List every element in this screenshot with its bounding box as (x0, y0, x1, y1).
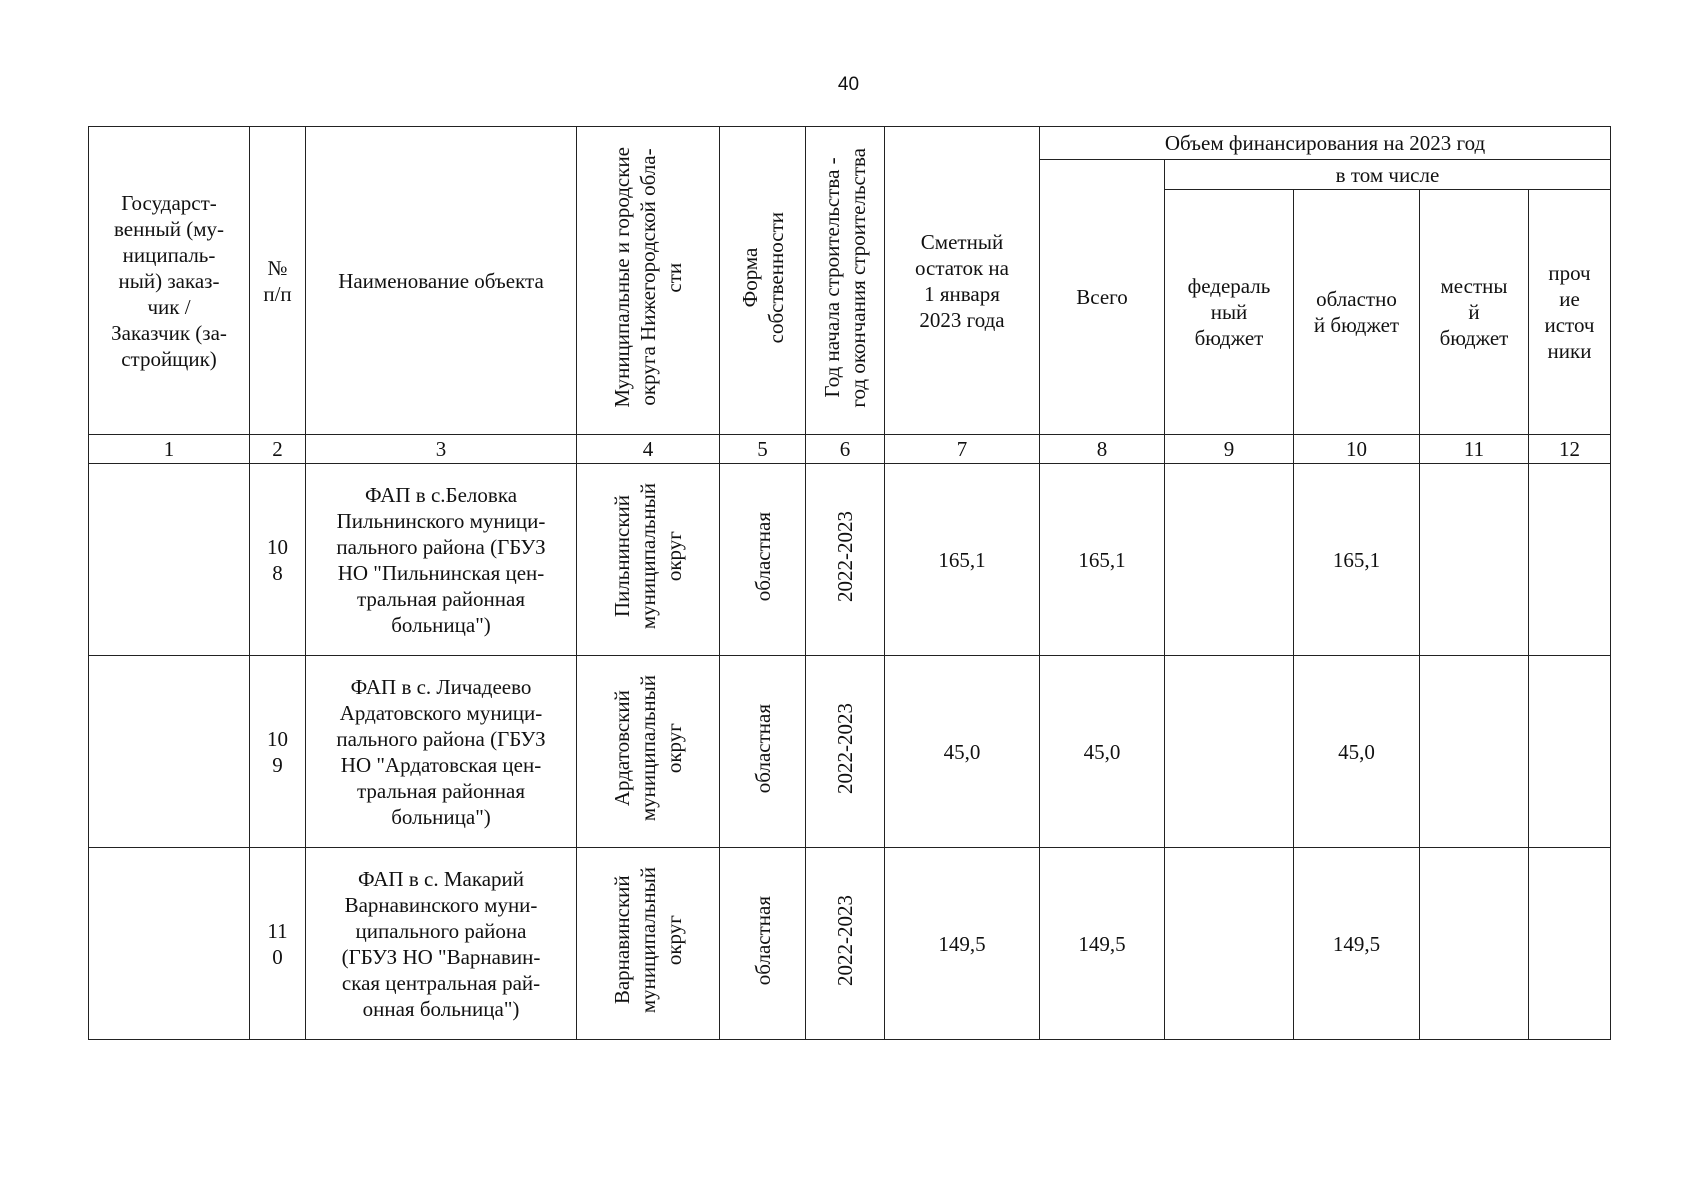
header-object-name-text: Наименование объекта (338, 268, 544, 293)
row-number-cell: 10 8 (250, 464, 306, 656)
column-number: 5 (720, 435, 806, 464)
page-number: 40 (837, 74, 860, 95)
years-cell (806, 848, 885, 1040)
header-row-number: № п/п (250, 127, 306, 435)
estimate-cell: 149,5 (885, 848, 1040, 1040)
financing-table (88, 126, 1611, 1040)
column-number: 1 (89, 435, 250, 464)
column-number: 3 (306, 435, 577, 464)
column-number-row (89, 435, 1611, 464)
column-number: 9 (1165, 435, 1294, 464)
district-text: Варнавинский муниципальный округ (610, 867, 686, 1014)
column-number: 12 (1529, 435, 1611, 464)
column-number: 6 (806, 435, 885, 464)
column-number: 4 (577, 435, 720, 464)
header-local: местны й бюджет (1420, 190, 1529, 435)
regional-cell: 149,5 (1294, 848, 1420, 1040)
ownership-cell (720, 464, 806, 656)
district-text: Пильнинский муниципальный округ (610, 483, 686, 630)
column-number: 11 (1420, 435, 1529, 464)
column-number: 2 (250, 435, 306, 464)
regional-cell: 45,0 (1294, 656, 1420, 848)
object-name-cell (306, 848, 577, 1040)
header-including: в том числе (1165, 160, 1611, 190)
header-federal: федераль ный бюджет (1165, 190, 1294, 435)
district-text: Ардатовский муниципальный округ (610, 675, 686, 822)
header-estimate: Сметный остаток на 1 января 2023 года (885, 127, 1040, 435)
total-cell: 165,1 (1040, 464, 1165, 656)
object-name-text: ФАП в с.Беловка Пильнинского муници- пального района (ГБУЗ НО "Пильнинская цен- тральная районная больница") (336, 482, 546, 637)
row-number-cell: 10 9 (250, 656, 306, 848)
header-ownership-text: Форма собственности (737, 211, 788, 344)
total-cell: 45,0 (1040, 656, 1165, 848)
years-text: 2022-2023 (833, 511, 857, 602)
header-other: проч ие источ ники (1529, 190, 1611, 435)
federal-cell (1165, 464, 1294, 656)
header-object-name (306, 127, 577, 435)
years-cell (806, 464, 885, 656)
ownership-cell (720, 656, 806, 848)
local-cell (1420, 464, 1529, 656)
customer-cell (89, 464, 250, 656)
header-years-text: Год начала строительства - год окончания строительства (820, 147, 870, 408)
estimate-cell: 165,1 (885, 464, 1040, 656)
other-cell (1529, 848, 1611, 1040)
header-years (806, 127, 885, 435)
object-name-text: ФАП в с. Макарий Варнавинского муни- ципального района (ГБУЗ НО "Варнавин- ская центральная рай- онная больница") (341, 866, 541, 1021)
district-cell (577, 848, 720, 1040)
ownership-text: областная (750, 895, 775, 986)
header-customer: Государст- венный (му- ниципаль- ный) заказ- чик / Заказчик (за- стройщик) (89, 127, 250, 435)
header-total: Всего (1040, 160, 1165, 435)
federal-cell (1165, 656, 1294, 848)
object-name-text: ФАП в с. Личадеево Ардатовского муници- пального района (ГБУЗ НО "Ардатовская цен- тральная районная больница") (336, 674, 546, 829)
district-cell (577, 656, 720, 848)
table-row (89, 464, 1611, 656)
estimate-cell: 45,0 (885, 656, 1040, 848)
local-cell (1420, 656, 1529, 848)
total-cell: 149,5 (1040, 848, 1165, 1040)
header-district-text: Муниципальные и городские округа Нижегородской обла- сти (610, 147, 686, 408)
table-row (89, 848, 1611, 1040)
table-row (89, 656, 1611, 848)
header-ownership (720, 127, 806, 435)
other-cell (1529, 656, 1611, 848)
column-number: 10 (1294, 435, 1420, 464)
header-regional: областно й бюджет (1294, 190, 1420, 435)
local-cell (1420, 848, 1529, 1040)
years-text: 2022-2023 (833, 703, 857, 794)
object-name-cell (306, 656, 577, 848)
column-number: 8 (1040, 435, 1165, 464)
years-text: 2022-2023 (833, 895, 857, 986)
years-cell (806, 656, 885, 848)
object-name-cell (306, 464, 577, 656)
other-cell (1529, 464, 1611, 656)
ownership-text: областная (750, 511, 775, 602)
ownership-text: областная (750, 703, 775, 794)
header-district (577, 127, 720, 435)
row-number-cell: 11 0 (250, 848, 306, 1040)
customer-cell (89, 848, 250, 1040)
customer-cell (89, 656, 250, 848)
regional-cell: 165,1 (1294, 464, 1420, 656)
federal-cell (1165, 848, 1294, 1040)
district-cell (577, 464, 720, 656)
header-financing-group: Объем финансирования на 2023 год (1040, 127, 1611, 160)
ownership-cell (720, 848, 806, 1040)
column-number: 7 (885, 435, 1040, 464)
